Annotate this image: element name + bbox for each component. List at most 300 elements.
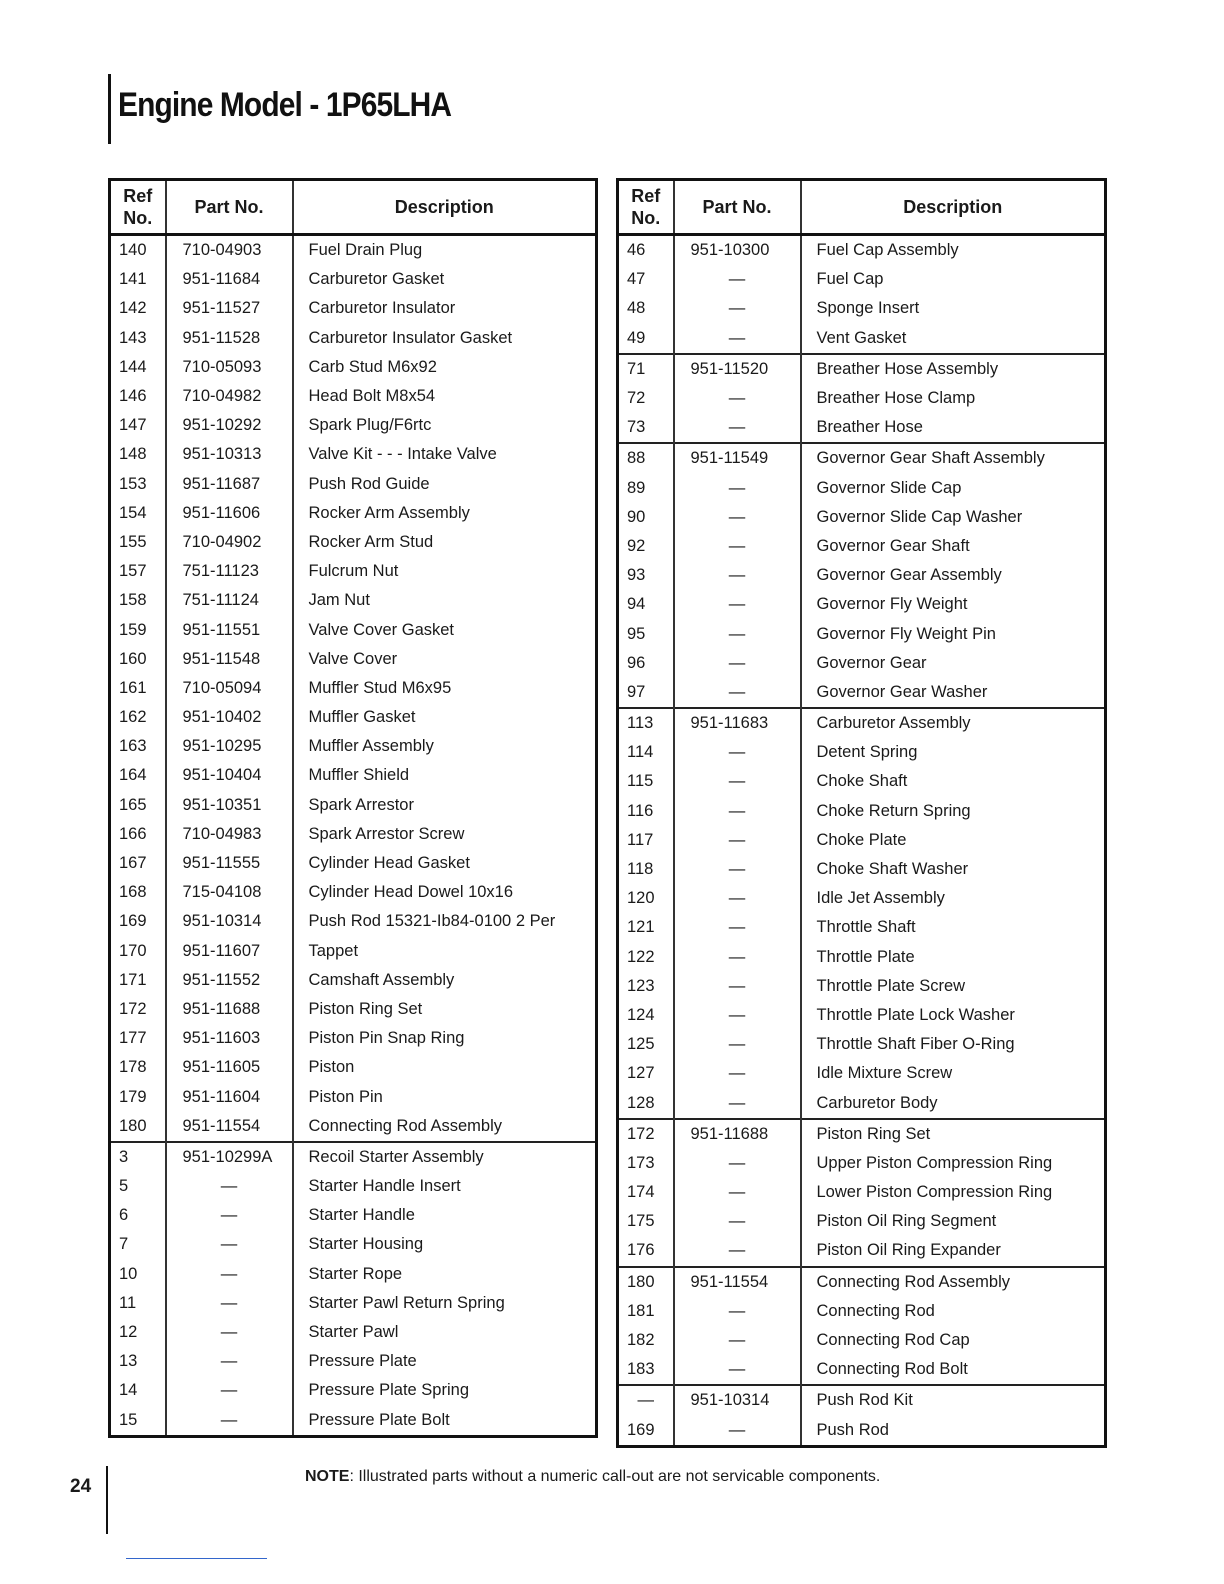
ref-cell: 118 bbox=[618, 855, 674, 884]
ref-cell: 182 bbox=[618, 1326, 674, 1355]
ref-cell: 168 bbox=[110, 878, 166, 907]
table-row bbox=[618, 1297, 1106, 1326]
part-no-cell: — bbox=[674, 972, 801, 1001]
ref-cell: 49 bbox=[618, 324, 674, 354]
table-row bbox=[110, 557, 597, 586]
part-no-cell: 715-04108 bbox=[166, 878, 293, 907]
description-cell: Lower Piston Compression Ring bbox=[801, 1178, 1106, 1207]
part-no-cell: 710-04902 bbox=[166, 528, 293, 557]
table-row bbox=[110, 674, 597, 703]
table-row bbox=[618, 561, 1106, 590]
part-no-cell: 951-11528 bbox=[166, 324, 293, 353]
ref-cell: 175 bbox=[618, 1207, 674, 1236]
table-row bbox=[110, 265, 597, 294]
table-row bbox=[618, 738, 1106, 767]
table-row bbox=[110, 235, 597, 266]
description-cell: Head Bolt M8x54 bbox=[293, 382, 597, 411]
ref-cell: 165 bbox=[110, 791, 166, 820]
part-no-cell: 951-11520 bbox=[674, 354, 801, 384]
table-row bbox=[110, 703, 597, 732]
ref-cell: 180 bbox=[110, 1112, 166, 1142]
part-no-cell: — bbox=[166, 1289, 293, 1318]
ref-cell: 171 bbox=[110, 966, 166, 995]
description-cell: Carburetor Body bbox=[801, 1088, 1106, 1118]
ref-cell: 13 bbox=[110, 1347, 166, 1376]
ref-cell: 174 bbox=[618, 1178, 674, 1207]
description-cell: Cylinder Head Gasket bbox=[293, 849, 597, 878]
description-cell: Breather Hose Assembly bbox=[801, 354, 1106, 384]
table-row bbox=[110, 1318, 597, 1347]
description-cell: Valve Cover bbox=[293, 645, 597, 674]
description-cell: Muffler Gasket bbox=[293, 703, 597, 732]
table-row bbox=[618, 826, 1106, 855]
description-cell: Valve Kit - - - Intake Valve bbox=[293, 440, 597, 469]
ref-cell: 146 bbox=[110, 382, 166, 411]
table-row bbox=[110, 1112, 597, 1142]
ref-cell: 179 bbox=[110, 1082, 166, 1111]
ref-cell: 92 bbox=[618, 532, 674, 561]
part-no-cell: — bbox=[674, 1001, 801, 1030]
part-no-cell: — bbox=[674, 413, 801, 443]
part-no-cell: 951-10314 bbox=[674, 1385, 801, 1415]
footer-divider bbox=[126, 1558, 267, 1559]
ref-cell: 170 bbox=[110, 937, 166, 966]
ref-cell: 180 bbox=[618, 1267, 674, 1297]
part-no-cell: 710-05093 bbox=[166, 353, 293, 382]
description-cell: Breather Hose bbox=[801, 413, 1106, 443]
table-row bbox=[110, 1142, 597, 1172]
description-cell: Starter Handle bbox=[293, 1201, 597, 1230]
table-header-row bbox=[618, 180, 1106, 235]
ref-cell: 93 bbox=[618, 561, 674, 590]
part-no-cell: 951-10314 bbox=[166, 907, 293, 936]
description-header: Description bbox=[293, 180, 597, 235]
table-row bbox=[618, 413, 1106, 443]
ref-cell: 46 bbox=[618, 235, 674, 266]
description-cell: Throttle Shaft Fiber O-Ring bbox=[801, 1030, 1106, 1059]
description-cell: Push Rod 15321-Ib84-0100 2 Per bbox=[293, 907, 597, 936]
part-no-cell: 951-10404 bbox=[166, 761, 293, 790]
part-no-cell: — bbox=[674, 797, 801, 826]
description-cell: Breather Hose Clamp bbox=[801, 384, 1106, 413]
table-row bbox=[110, 528, 597, 557]
table-row bbox=[110, 382, 597, 411]
description-cell: Connecting Rod bbox=[801, 1297, 1106, 1326]
table-row bbox=[618, 265, 1106, 294]
table-row bbox=[110, 1053, 597, 1082]
table-row bbox=[618, 797, 1106, 826]
part-no-cell: — bbox=[674, 855, 801, 884]
table-row bbox=[110, 324, 597, 353]
description-cell: Connecting Rod Assembly bbox=[293, 1112, 597, 1142]
ref-cell: 90 bbox=[618, 503, 674, 532]
ref-cell: 147 bbox=[110, 411, 166, 440]
ref-cell: 167 bbox=[110, 849, 166, 878]
description-cell: Sponge Insert bbox=[801, 294, 1106, 323]
description-cell: Fuel Cap bbox=[801, 265, 1106, 294]
table-row bbox=[110, 791, 597, 820]
part-no-cell: 951-11527 bbox=[166, 294, 293, 323]
table-row bbox=[110, 820, 597, 849]
table-row bbox=[618, 767, 1106, 796]
table-row bbox=[110, 470, 597, 499]
ref-cell: 177 bbox=[110, 1024, 166, 1053]
description-cell: Choke Plate bbox=[801, 826, 1106, 855]
part-no-cell: — bbox=[674, 503, 801, 532]
description-cell: Governor Gear Assembly bbox=[801, 561, 1106, 590]
part-no-cell: 951-10292 bbox=[166, 411, 293, 440]
part-no-cell: — bbox=[166, 1318, 293, 1347]
table-row bbox=[618, 855, 1106, 884]
table-row bbox=[110, 1260, 597, 1289]
table-row bbox=[618, 1236, 1106, 1266]
ref-cell: 123 bbox=[618, 972, 674, 1001]
part-no-cell: — bbox=[674, 1207, 801, 1236]
description-cell: Spark Plug/F6rtc bbox=[293, 411, 597, 440]
description-cell: Piston Ring Set bbox=[801, 1119, 1106, 1149]
part-no-cell: — bbox=[674, 1149, 801, 1178]
description-cell: Governor Gear Shaft Assembly bbox=[801, 443, 1106, 473]
part-no-cell: — bbox=[674, 884, 801, 913]
description-cell: Cylinder Head Dowel 10x16 bbox=[293, 878, 597, 907]
ref-cell: 3 bbox=[110, 1142, 166, 1172]
table-row bbox=[110, 1347, 597, 1376]
table-row bbox=[110, 1376, 597, 1405]
ref-cell: 143 bbox=[110, 324, 166, 353]
part-no-cell: — bbox=[674, 561, 801, 590]
ref-cell: 142 bbox=[110, 294, 166, 323]
ref-cell: 172 bbox=[618, 1119, 674, 1149]
ref-cell: 124 bbox=[618, 1001, 674, 1030]
description-cell: Starter Handle Insert bbox=[293, 1172, 597, 1201]
part-no-cell: 951-11688 bbox=[166, 995, 293, 1024]
ref-cell: 141 bbox=[110, 265, 166, 294]
ref-cell: 183 bbox=[618, 1355, 674, 1385]
description-cell: Starter Housing bbox=[293, 1230, 597, 1259]
part-no-cell: 951-11606 bbox=[166, 499, 293, 528]
description-cell: Spark Arrestor bbox=[293, 791, 597, 820]
part-no-cell: 951-11605 bbox=[166, 1053, 293, 1082]
description-cell: Camshaft Assembly bbox=[293, 966, 597, 995]
part-no-cell: 951-11687 bbox=[166, 470, 293, 499]
ref-cell: 159 bbox=[110, 615, 166, 644]
table-row bbox=[110, 966, 597, 995]
note-label: NOTE bbox=[305, 1468, 350, 1485]
description-cell: Governor Gear bbox=[801, 649, 1106, 678]
ref-cell: 120 bbox=[618, 884, 674, 913]
part-no-cell: — bbox=[166, 1172, 293, 1201]
description-cell: Push Rod bbox=[801, 1416, 1106, 1447]
page-number-rule bbox=[106, 1466, 108, 1534]
table-row bbox=[618, 590, 1106, 619]
description-cell: Fuel Drain Plug bbox=[293, 235, 597, 266]
part-no-cell: — bbox=[674, 678, 801, 708]
description-cell: Piston Oil Ring Expander bbox=[801, 1236, 1106, 1266]
part-no-cell: — bbox=[674, 324, 801, 354]
description-cell: Throttle Plate Screw bbox=[801, 972, 1106, 1001]
description-cell: Push Rod Kit bbox=[801, 1385, 1106, 1415]
table-row bbox=[618, 1059, 1106, 1088]
part-no-cell: — bbox=[674, 1355, 801, 1385]
table-row bbox=[618, 913, 1106, 942]
ref-cell: 10 bbox=[110, 1260, 166, 1289]
table-row bbox=[618, 884, 1106, 913]
ref-cell: 153 bbox=[110, 470, 166, 499]
part-no-cell: — bbox=[674, 649, 801, 678]
table-row bbox=[110, 761, 597, 790]
part-no-cell: — bbox=[674, 474, 801, 503]
table-row bbox=[618, 532, 1106, 561]
description-cell: Carburetor Insulator Gasket bbox=[293, 324, 597, 353]
ref-cell: 12 bbox=[110, 1318, 166, 1347]
part-no-cell: — bbox=[166, 1201, 293, 1230]
part-no-cell: — bbox=[674, 738, 801, 767]
description-cell: Recoil Starter Assembly bbox=[293, 1142, 597, 1172]
part-no-cell: 751-11123 bbox=[166, 557, 293, 586]
part-no-cell: — bbox=[674, 1030, 801, 1059]
part-no-cell: — bbox=[674, 619, 801, 648]
ref-cell: 128 bbox=[618, 1088, 674, 1118]
ref-cell: 97 bbox=[618, 678, 674, 708]
ref-cell: 169 bbox=[110, 907, 166, 936]
ref-cell: 164 bbox=[110, 761, 166, 790]
ref-cell: 160 bbox=[110, 645, 166, 674]
description-cell: Valve Cover Gasket bbox=[293, 615, 597, 644]
footer-note bbox=[305, 1468, 880, 1486]
ref-cell: 166 bbox=[110, 820, 166, 849]
part-no-cell: 710-04983 bbox=[166, 820, 293, 849]
description-cell: Carburetor Gasket bbox=[293, 265, 597, 294]
description-header: Description bbox=[801, 180, 1106, 235]
part-no-cell: 951-11549 bbox=[674, 443, 801, 473]
description-cell: Connecting Rod Bolt bbox=[801, 1355, 1106, 1385]
part-no-cell: 951-10351 bbox=[166, 791, 293, 820]
ref-cell: 154 bbox=[110, 499, 166, 528]
table-row bbox=[618, 294, 1106, 323]
description-cell: Pressure Plate Bolt bbox=[293, 1406, 597, 1437]
table-row bbox=[618, 708, 1106, 738]
table-row bbox=[618, 324, 1106, 354]
description-cell: Piston Pin Snap Ring bbox=[293, 1024, 597, 1053]
table-row bbox=[618, 649, 1106, 678]
table-row bbox=[110, 1024, 597, 1053]
description-cell: Muffler Stud M6x95 bbox=[293, 674, 597, 703]
table-row bbox=[618, 1385, 1106, 1415]
description-cell: Governor Fly Weight Pin bbox=[801, 619, 1106, 648]
table-row bbox=[110, 411, 597, 440]
description-cell: Muffler Shield bbox=[293, 761, 597, 790]
description-cell: Choke Shaft bbox=[801, 767, 1106, 796]
table-row bbox=[110, 732, 597, 761]
ref-cell: 161 bbox=[110, 674, 166, 703]
description-cell: Starter Pawl Return Spring bbox=[293, 1289, 597, 1318]
description-cell: Muffler Assembly bbox=[293, 732, 597, 761]
description-cell: Carb Stud M6x92 bbox=[293, 353, 597, 382]
ref-cell: 122 bbox=[618, 943, 674, 972]
description-cell: Idle Mixture Screw bbox=[801, 1059, 1106, 1088]
table-row bbox=[110, 1230, 597, 1259]
ref-cell: 173 bbox=[618, 1149, 674, 1178]
ref-cell: 117 bbox=[618, 826, 674, 855]
part-no-cell: — bbox=[166, 1347, 293, 1376]
part-no-cell: — bbox=[674, 767, 801, 796]
ref-cell: 148 bbox=[110, 440, 166, 469]
table-row bbox=[618, 384, 1106, 413]
description-cell: Rocker Arm Stud bbox=[293, 528, 597, 557]
part-no-cell: 751-11124 bbox=[166, 586, 293, 615]
part-no-cell: — bbox=[674, 1326, 801, 1355]
ref-cell: 125 bbox=[618, 1030, 674, 1059]
ref-cell: 14 bbox=[110, 1376, 166, 1405]
description-cell: Push Rod Guide bbox=[293, 470, 597, 499]
description-cell: Idle Jet Assembly bbox=[801, 884, 1106, 913]
part-no-cell: — bbox=[674, 1416, 801, 1447]
part-no-cell: — bbox=[166, 1406, 293, 1437]
ref-cell: 88 bbox=[618, 443, 674, 473]
ref-cell: 140 bbox=[110, 235, 166, 266]
description-cell: Connecting Rod Assembly bbox=[801, 1267, 1106, 1297]
table-row bbox=[618, 503, 1106, 532]
description-cell: Fuel Cap Assembly bbox=[801, 235, 1106, 266]
table-row bbox=[110, 995, 597, 1024]
description-cell: Pressure Plate Spring bbox=[293, 1376, 597, 1405]
ref-cell: 48 bbox=[618, 294, 674, 323]
description-cell: Throttle Plate Lock Washer bbox=[801, 1001, 1106, 1030]
ref-cell: 144 bbox=[110, 353, 166, 382]
table-header-row bbox=[110, 180, 597, 235]
ref-cell: 89 bbox=[618, 474, 674, 503]
part-no-cell: 951-11688 bbox=[674, 1119, 801, 1149]
part-no-header: Part No. bbox=[166, 180, 293, 235]
table-row bbox=[110, 586, 597, 615]
table-row bbox=[618, 235, 1106, 266]
ref-cell: 15 bbox=[110, 1406, 166, 1437]
table-row bbox=[110, 294, 597, 323]
part-no-cell: 951-11548 bbox=[166, 645, 293, 674]
part-no-cell: — bbox=[674, 590, 801, 619]
description-cell: Jam Nut bbox=[293, 586, 597, 615]
description-cell: Governor Gear Washer bbox=[801, 678, 1106, 708]
part-no-cell: — bbox=[674, 943, 801, 972]
table-row bbox=[110, 1289, 597, 1318]
table-row bbox=[110, 1201, 597, 1230]
description-cell: Rocker Arm Assembly bbox=[293, 499, 597, 528]
description-cell: Vent Gasket bbox=[801, 324, 1106, 354]
ref-cell: 114 bbox=[618, 738, 674, 767]
part-no-cell: — bbox=[166, 1260, 293, 1289]
page-number: 24 bbox=[70, 1476, 92, 1497]
description-cell: Piston Oil Ring Segment bbox=[801, 1207, 1106, 1236]
part-no-cell: — bbox=[674, 1297, 801, 1326]
ref-cell: 176 bbox=[618, 1236, 674, 1266]
table-row bbox=[110, 440, 597, 469]
ref-cell: 172 bbox=[110, 995, 166, 1024]
table-row bbox=[618, 474, 1106, 503]
note-text: : Illustrated parts without a numeric call-out are not servicable components. bbox=[349, 1468, 881, 1485]
description-cell: Carburetor Assembly bbox=[801, 708, 1106, 738]
ref-cell: 72 bbox=[618, 384, 674, 413]
ref-cell: 47 bbox=[618, 265, 674, 294]
part-no-cell: 951-11555 bbox=[166, 849, 293, 878]
table-row bbox=[618, 1355, 1106, 1385]
table-row bbox=[110, 907, 597, 936]
description-cell: Connecting Rod Cap bbox=[801, 1326, 1106, 1355]
part-no-cell: 951-11552 bbox=[166, 966, 293, 995]
description-cell: Pressure Plate bbox=[293, 1347, 597, 1376]
part-no-cell: 710-04982 bbox=[166, 382, 293, 411]
ref-cell: 158 bbox=[110, 586, 166, 615]
part-no-cell: — bbox=[674, 913, 801, 942]
ref-cell: 7 bbox=[110, 1230, 166, 1259]
description-cell: Spark Arrestor Screw bbox=[293, 820, 597, 849]
table-row bbox=[618, 1178, 1106, 1207]
description-cell: Piston Ring Set bbox=[293, 995, 597, 1024]
ref-no-header: Ref No. bbox=[618, 180, 674, 235]
part-no-cell: — bbox=[674, 294, 801, 323]
table-row bbox=[110, 878, 597, 907]
part-no-cell: — bbox=[166, 1230, 293, 1259]
part-no-cell: 710-04903 bbox=[166, 235, 293, 266]
table-row bbox=[618, 972, 1106, 1001]
description-cell: Choke Return Spring bbox=[801, 797, 1106, 826]
description-cell: Governor Slide Cap Washer bbox=[801, 503, 1106, 532]
part-no-cell: 951-11554 bbox=[674, 1267, 801, 1297]
description-cell: Choke Shaft Washer bbox=[801, 855, 1106, 884]
ref-cell: 178 bbox=[110, 1053, 166, 1082]
part-no-cell: 951-11603 bbox=[166, 1024, 293, 1053]
ref-cell: 116 bbox=[618, 797, 674, 826]
part-no-cell: — bbox=[674, 532, 801, 561]
ref-cell: 155 bbox=[110, 528, 166, 557]
ref-no-header: Ref No. bbox=[110, 180, 166, 235]
table-row bbox=[618, 354, 1106, 384]
part-no-cell: 710-05094 bbox=[166, 674, 293, 703]
description-cell: Governor Gear Shaft bbox=[801, 532, 1106, 561]
table-row bbox=[110, 1082, 597, 1111]
part-no-cell: — bbox=[674, 1088, 801, 1118]
table-row bbox=[110, 1172, 597, 1201]
part-no-cell: 951-11684 bbox=[166, 265, 293, 294]
ref-cell: 6 bbox=[110, 1201, 166, 1230]
ref-cell: 121 bbox=[618, 913, 674, 942]
title-rule bbox=[108, 74, 111, 144]
part-no-cell: — bbox=[674, 265, 801, 294]
part-no-cell: — bbox=[674, 826, 801, 855]
description-cell: Piston Pin bbox=[293, 1082, 597, 1111]
table-row bbox=[618, 943, 1106, 972]
table-row bbox=[618, 1207, 1106, 1236]
part-no-cell: 951-11604 bbox=[166, 1082, 293, 1111]
ref-cell: 71 bbox=[618, 354, 674, 384]
description-cell: Governor Slide Cap bbox=[801, 474, 1106, 503]
table-row bbox=[618, 1088, 1106, 1118]
ref-cell: 5 bbox=[110, 1172, 166, 1201]
parts-table-left bbox=[108, 178, 598, 1438]
part-no-cell: — bbox=[674, 1059, 801, 1088]
table-row bbox=[618, 1149, 1106, 1178]
part-no-cell: 951-11554 bbox=[166, 1112, 293, 1142]
ref-cell: 96 bbox=[618, 649, 674, 678]
page-title: Engine Model - 1P65LHA bbox=[118, 86, 452, 124]
ref-cell: 127 bbox=[618, 1059, 674, 1088]
part-no-cell: 951-10299A bbox=[166, 1142, 293, 1172]
part-no-cell: 951-10295 bbox=[166, 732, 293, 761]
table-row bbox=[618, 1030, 1106, 1059]
table-row bbox=[110, 645, 597, 674]
table-row bbox=[618, 1326, 1106, 1355]
table-row bbox=[110, 615, 597, 644]
ref-cell: 157 bbox=[110, 557, 166, 586]
